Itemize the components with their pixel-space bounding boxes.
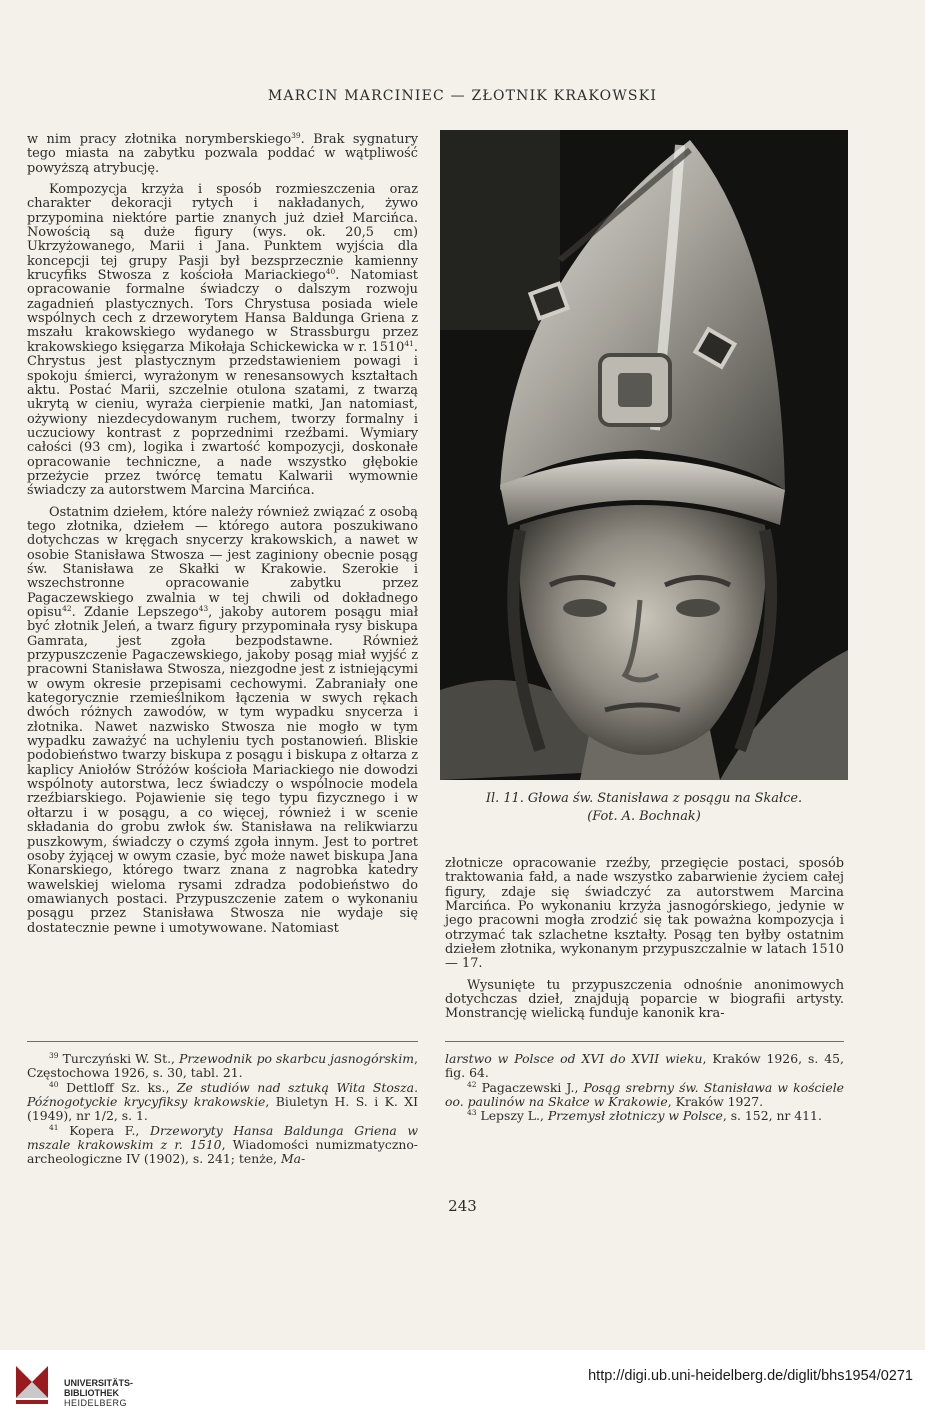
- footnote-ref[interactable]: 40: [325, 267, 336, 277]
- permalink-url[interactable]: http://digi.ub.uni-heidelberg.de/diglit/bhs1954/0271: [588, 1368, 913, 1384]
- footnote-ref[interactable]: 39: [291, 131, 301, 140]
- paragraph: Ostatnim dziełem, które należy również związać z osobą tego złotnika, dziełem — którego autora poszukiwano dotychczas w kręgach snycerzy krakowskich, a nawet w osobie Stanisława Stwosza — jest zaginiony obecnie posąg św. Stanisława ze Skałki w Krakowie. Szerokie i wszechstronne opracowanie zabytku przez Pagaczewskiego zwalnia w tej chwili od dokładnego opisu$^{42}$. Zdanie Lepszego$^{43}$, jakoby autorem posągu miał być złotnik Jeleń, a twarz figury przypominała rysy biskupa Gamrata, jest zgoła bezpodstawne. Również przypuszczenie Pagaczewskiego, jakoby posąg miał wyjść z pracowni Stanisława Stwosza, niezgodne jest z istniejącymi w owym okresie przepisami cechowymi. Zabraniały one kategorycznie rzemieślnikom łączenia w swych rękach dwóch różnych zawodów, w tym wypadku snycerza i złotnika. Nawet nazwisko Stwosza nie mogło w tym wypadku zaważyć na uchyleniu tych postanowień. Bliskie podobieństwo twarzy biskupa z posągu i biskupa z ołtarza z kaplicy Aniołów Stróżów kościoła Mariackiego nie dowodzi wspólnoty autorstwa, lecz świadczy o wspólnocie modela rzeźbiarskiego. Pojawienie się tego typu fizycznego i w ołtarzu i w posągu, a co więcej, również i w scenie składania do grobu zwłok św. Stanisława na relikwiarzu puszkowym, świadczy o czymś zgoła innym. Jest to portret osoby żyjącej w owym czasie, być może nawet biskupa Jana Konarskiego, którego twarz znana z nagrobka katedry wawelskiej wieloma rysami zdradza podobieństwo do omawianych postaci. Przypuszczenie zatem o wykonaniu posągu przez Stanisława Stwosza nie wydaje się dostatecznie pewne i umotywowane. Natomiast: [27, 504, 418, 936]
- figure-caption: [440, 790, 848, 826]
- footnote-rule-left: [27, 1041, 418, 1042]
- running-header: MARCIN MARCINIEC — ZŁOTNIK KRAKOWSKI: [267, 88, 658, 104]
- footnote-43: $^{43}$ Lepszy L., Przemysł złotniczy w Polsce, s. 152, nr 411.: [467, 1108, 822, 1124]
- caption-title: Il. 11. Głowa św. Stanisława z posągu na Skałce.: [485, 791, 803, 806]
- footnote-ref[interactable]: 43: [198, 604, 209, 613]
- footnote-41-continued: larstwo w Polsce od XVI do XVII wieku, Kraków 1926, s. 45, fig. 64.: [445, 1051, 844, 1081]
- footnote-40: $^{40}$ Dettloff Sz. ks., Ze studiów nad sztuką Wita Stosza. Późnogotyckie krycyfiksy krakowskie, Biuletyn H. S. i K. XI (1949), nr 1/2, s. 1.: [27, 1079, 419, 1124]
- footnote-39: $^{39}$ Turczyński W. St., Przewodnik po skarbcu jasnogórskim, Częstochowa 1926, s. 30, tabl. 21.: [27, 1051, 418, 1081]
- paragraph: złotnicze opracowanie rzeźby, przegięcie postaci, sposób traktowania fałd, a nade wszystko zabarwienie życiem całej figury, zdaje się świadczyć za autorstwem Marcina Marcińca. Po wykonaniu krzyża jasnogórskiego, jedynie w jego pracowni mogła zrodzić się tak poważna kompozycja i otrzymać tak szlachetne kształty. Posąg ten byłby ostatnim dziełem złotnika, wykonanym przypuszczalnie w latach 1510 — 17.: [445, 856, 844, 972]
- logo-line: HEIDELBERG: [64, 1398, 128, 1408]
- footnote-42: $^{42}$ Pagaczewski J., Posąg srebrny św. Stanisława w kościele oo. paulinów na Skałce w Krakowie, Kraków 1927.: [445, 1079, 844, 1110]
- caption-credit: (Fot. A. Bochnak): [587, 809, 701, 824]
- library-logo[interactable]: [12, 1360, 134, 1408]
- footnote-ref[interactable]: 42: [62, 604, 72, 613]
- footnote-ref[interactable]: 41: [404, 338, 414, 348]
- logo-line: BIBLIOTHEK: [64, 1388, 119, 1398]
- viewer-footer: [0, 1350, 925, 1420]
- paragraph: Kompozycja krzyża i sposób rozmieszczenia oraz charakter dekoracji rytych i nakładanych, żywo przypomina niektóre partie znanych już dzieł Marcińca. Nowością są duże figury (wys. ok. 20,5 cm) Ukrzyżowanego, Marii i Jana. Punktem wyjścia dla koncepcji tej grupy Pasji był bezsprzecznie kamienny krucyfiks Stwosza z kościoła Mariackiego$^{40}$. Natomiast opracowanie formalne świadczy o dalszym rozwoju zagadnień plastycznych. Tors Chrystusa posiada wiele wspólnych cech z drzeworytem Hansa Baldunga Griena z mszału krakowskiego wydanego w Strassburgu przez krakowskiego księgarza Mikołaja Schickewicka w r. 1510$^{41}$. Chrystus jest plastycznym przedstawieniem powagi i spokoju śmierci, wyrażonym w renesansowych kształtach aktu. Postać Marii, szczelnie otulona szatami, z twarzą ukrytą w cieniu, wyraża cierpienie matki, Jan natomiast, ożywiony niezdecydowanym ruchem, tworzy formalny i uczuciowy kontrast z poprzednimi rzeźbami. Wymiary całości (93 cm), logika i zwartość kompozycji, doskonałe opracowanie techniczne, a nade wszystko głębokie przeżycie przez twórcę tematu Kalwarii wymownie świadczy za autorstwem Marcina Marcińca.: [27, 182, 418, 499]
- footnotes-right: [445, 1052, 844, 1124]
- footnotes-left: [27, 1052, 418, 1167]
- bishop-head-photo: [440, 130, 848, 780]
- logo-line: UNIVERSITÄTS-: [64, 1378, 134, 1388]
- ub-heidelberg-logo-icon: [12, 1360, 52, 1408]
- paragraph: Wysunięte tu przypuszczenia odnośnie anonimowych dotychczas dzieł, znajdują poparcie w biografii artysty. Monstrancję wielicką funduje kanonik kra-: [445, 977, 844, 1022]
- figure-photo-head-of-st-stanislaus: [440, 130, 848, 780]
- body-column-left: [27, 133, 418, 936]
- paragraph: w nim pracy złotnika norymberskiego$^{39}$. Brak sygnatury tego miasta na zabytku pozwala poddać w wątpliwość powyższą atrybucję.: [27, 131, 418, 176]
- page-number: 243: [448, 1197, 477, 1215]
- body-column-right: [445, 857, 844, 1022]
- footnote-rule-right: [445, 1041, 844, 1042]
- footnote-41: $^{41}$ Kopera F., Drzeworyty Hansa Baldunga Griena w mszale krakowskim z r. 1510, Wiadomości numizmatyczno-archeologiczne IV (1902), s. 241; tenże, Ma-: [27, 1122, 418, 1167]
